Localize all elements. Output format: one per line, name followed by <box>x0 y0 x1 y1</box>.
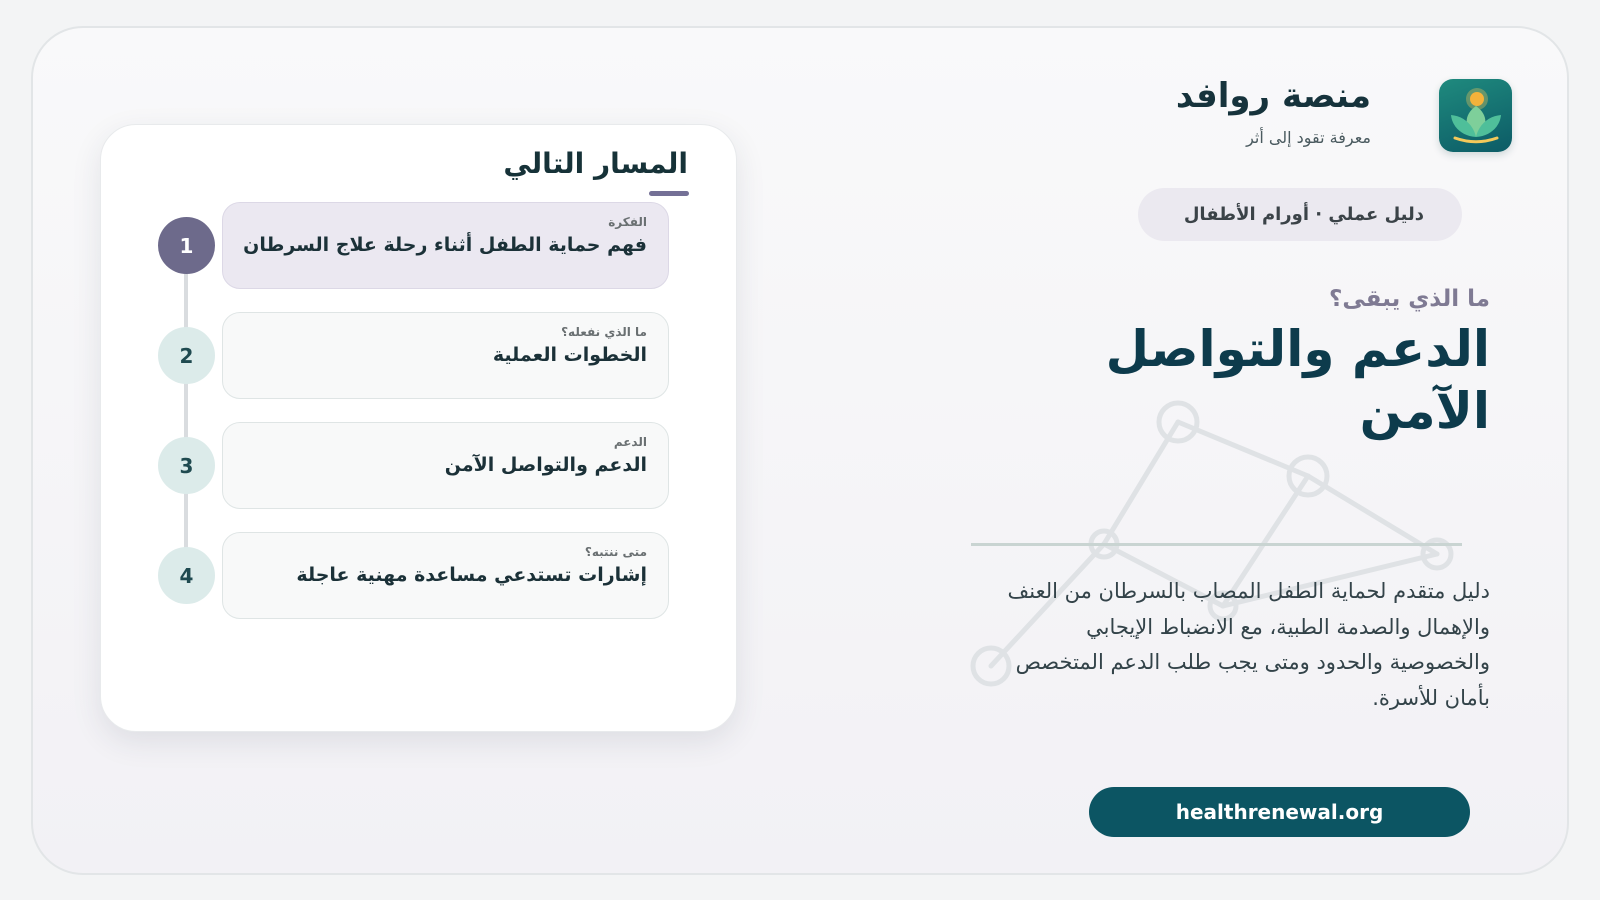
step-title: إشارات تستدعي مساعدة مهنية عاجلة <box>296 564 647 586</box>
guide-tag-badge: دليل عملي · أورام الأطفال <box>1138 188 1462 241</box>
page-title: الدعم والتواصل الآمن <box>1105 320 1490 440</box>
description-text: دليل متقدم لحماية الطفل المصاب بالسرطان من العنف والإهمال والصدمة الطبية، مع الانضباط الإيجابي والخصوصية والحدود ومتى يجب طلب الدعم المتخصص بأمان للأسرة. <box>1007 579 1490 710</box>
brand-tagline: معرفة تقود إلى أثر <box>1246 128 1371 147</box>
step-number-badge: 2 <box>158 327 215 384</box>
step-eyebrow: الدعم <box>613 435 647 449</box>
card-title: المسار التالي <box>503 147 688 180</box>
next-path-card <box>100 124 737 732</box>
divider <box>971 543 1462 546</box>
slide-frame <box>31 26 1569 875</box>
step-item-support[interactable] <box>222 422 669 509</box>
step-number-badge: 3 <box>158 437 215 494</box>
step-title: الخطوات العملية <box>492 344 647 366</box>
step-eyebrow: متى ننتبه؟ <box>584 545 647 559</box>
step-eyebrow: ما الذي نفعله؟ <box>561 325 647 339</box>
section-eyebrow: ما الذي يبقى؟ <box>1329 286 1490 312</box>
step-eyebrow: الفكرة <box>608 215 647 229</box>
step-item-warning-signs[interactable] <box>222 532 669 619</box>
website-link-button[interactable]: healthrenewal.org <box>1089 787 1470 837</box>
title-underline <box>649 191 689 196</box>
brand-name: منصة روافد <box>1175 76 1371 116</box>
step-title: فهم حماية الطفل أثناء رحلة علاج السرطان <box>243 234 647 256</box>
step-title: الدعم والتواصل الآمن <box>444 454 647 476</box>
step-number-badge: 1 <box>158 217 215 274</box>
lotus-sun-icon <box>1439 79 1512 152</box>
step-item-practical-steps[interactable] <box>222 312 669 399</box>
step-item-idea[interactable] <box>222 202 669 289</box>
step-number-badge: 4 <box>158 547 215 604</box>
